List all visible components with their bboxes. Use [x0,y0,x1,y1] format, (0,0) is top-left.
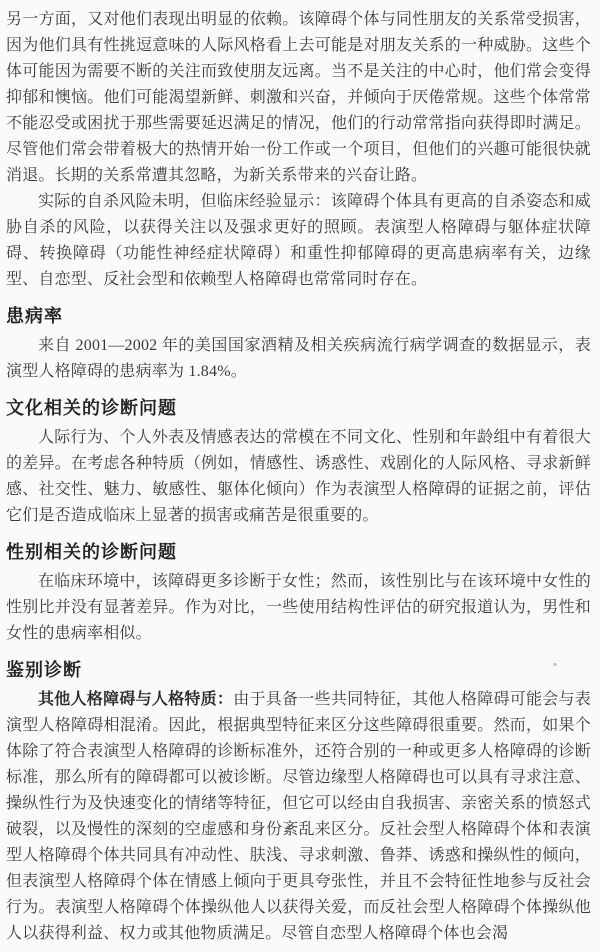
paragraph-differential-text: 由于具备一些共同特征，其他人格障碍可能会与表演型人格障碍相混淆。因此，根据典型特征来区分这些障碍很重要。然而，如果个体除了符合表演型人格障碍的诊断标准外，还符合别的一种或更多人格障碍的诊断标准，那么所有的障碍都可以被诊断。尽管边缘型人格障碍也可以具有寻求注意、操纵性行为及快速变化的情绪等特征，但它可以经由自我损害、亲密关系的愤怒式破裂，以及慢性的深刻的空虚感和身份紊乱来区分。反社会型人格障碍个体和表演型人格障碍个体共同具有冲动性、肤浅、寻求刺激、鲁莽、诱惑和操纵性的倾向，但表演型人格障碍个体在情感上倾向于更具夸张性，并且不会特征性地参与反社会行为。表演型人格障碍个体操纵他人以获得关爱，而反社会型人格障碍个体操纵他人以获得利益、权力或其他物质满足。尽管自恋型人格障碍个体也会渴 [6,691,591,942]
scan-artifact-speck [553,663,557,666]
paragraph-suicide-risk: 实际的自杀风险未明，但临床经验显示：该障碍个体具有更高的自杀姿态和威胁自杀的风险，以获得关注以及强求更好的照顾。表演型人格障碍与躯体症状障碍、转换障碍（功能性神经症状障碍）和重性抑郁障碍的更高患病率有关，边缘型、自恋型、反社会型和依赖型人格障碍也常常同时存在。 [6,193,591,288]
paragraph-dependency-continuation: 另一方面，又对他们表现出明显的依赖。该障碍个体与同性朋友的关系常受损害，因为他们具有性挑逗意味的人际风格看上去可能是对朋友关系的一种威胁。这些个体可能因为需要不断的关注而致使朋友远离。当不是关注的中心时，他们常会变得抑郁和懊恼。他们可能渴望新鲜、刺激和兴奋，并倾向于厌倦常规。这些个体常常不能忍受或困扰于那些需要延迟满足的情况，他们的行动常常指向获得即时满足。尽管他们常会带着极大的热情开始一份工作或一个项目，但他们的兴趣可能很快就消退。长期的关系常遭其忽略，为新关系带来的兴奋让路。 [6,11,591,184]
section-heading-differential-diagnosis: 鉴别诊断 [6,660,82,680]
paragraph-prevalence: 来自 2001—2002 年的美国国家酒精及相关疾病流行病学调查的数据显示，表演型人格障碍的患病率为 1.84%。 [6,337,591,380]
section-heading-prevalence: 患病率 [6,306,63,326]
paragraph-lead-other-personality-disorders: 其他人格障碍与人格特质： [38,691,234,708]
paragraph-differential-diagnosis [6,687,591,947]
section-heading-culture-related-diagnostic-issues: 文化相关的诊断问题 [6,398,177,418]
paragraph-culture-related: 人际行为、个人外表及情感表达的常模在不同文化、性别和年龄组中有着很大的差异。在考虑各种特质（例如，情感性、诱惑性、戏剧化的人际风格、寻求新鲜感、社交性、魅力、敏感性、躯体化倾向）作为表演型人格障碍的证据之前，评估它们是否造成临床上显著的损害或痛苦是很重要的。 [6,429,591,524]
section-heading-gender-related-diagnostic-issues: 性别相关的诊断问题 [6,542,177,562]
paragraph-gender-related: 在临床环境中，该障碍更多诊断于女性；然而，该性别比与在该环境中女性的性别比并没有显著差异。作为对比，一些使用结构性评估的研究报道认为，男性和女性的患病率相似。 [6,573,591,642]
